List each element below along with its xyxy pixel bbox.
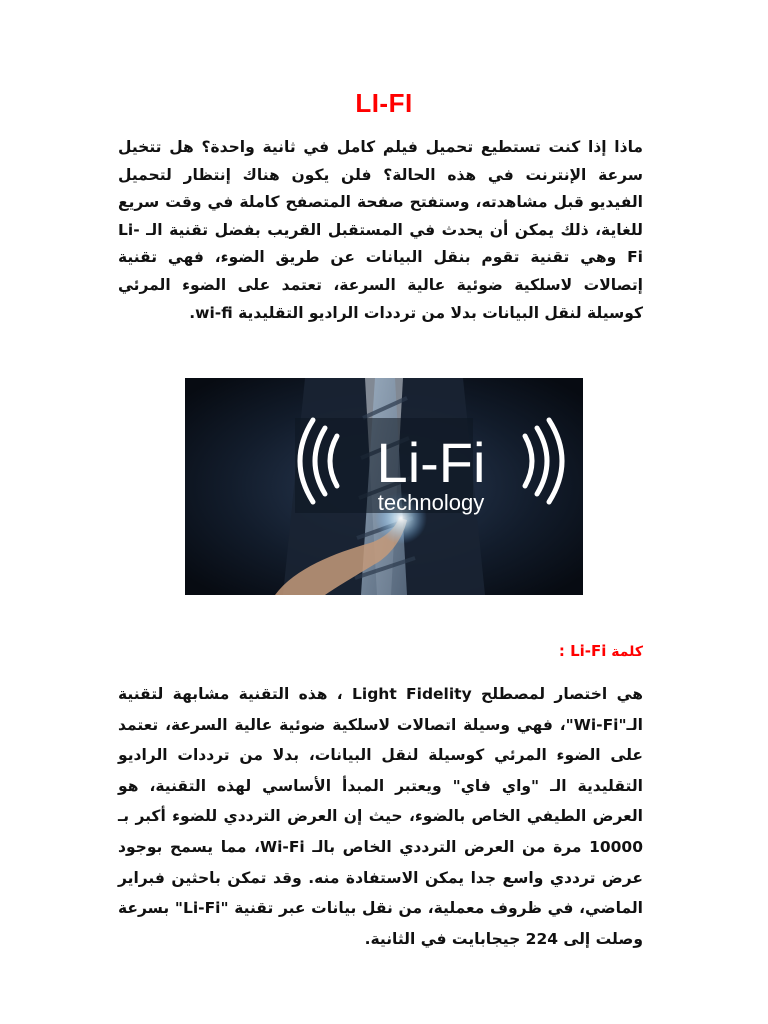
section-heading-term: Li-Fi : [558, 642, 607, 660]
page-title: LI-FI [355, 88, 413, 118]
lifi-technology-image [185, 378, 583, 595]
image-main-text: Li-Fi [376, 431, 486, 494]
intro-paragraph-text: ماذا إذا كنت تستطيع تحميل فيلم كامل في ثانية واحدة؟ هل تتخيل سرعة الإنترنت في هذه الحالة؟ فلن يكون هناك إنتظار لتحميل الفيديو قبل مشاهدته، وستفتح صفحة المتصفح كاملة في وقت سريع للغاية، ذلك يمكن أن يحدث في المستقبل القريب بفضل تقنية الـ Li-Fi وهي تقنية تقوم بنقل البيانات عن طريق الضوء، فهي تقنية إتصالات لاسلكية ضوئية عالية السرعة، تعتمد على الضوء المرئي كوسيلة لنقل البيانات بدلا من ترددات الراديو التقليدية wi-fi. [118, 138, 643, 322]
section-heading-word: كلمة [611, 644, 643, 660]
definition-paragraph [118, 679, 643, 954]
intro-paragraph [118, 134, 643, 327]
image-sub-text: technology [377, 490, 485, 515]
lifi-image-graphic [185, 378, 583, 595]
definition-paragraph-text: هي اختصار لمصطلح Light Fidelity ، هذه التقنية مشابهة لتقنية الـ"Wi-Fi"، فهي وسيلة اتصالات لاسلكية ضوئية عالية السرعة، تعتمد على الضوء المرئي كوسيلة لنقل البيانات، بدلا من ترددات الراديو التقليدية الـ "واي فاي" ويعتبر المبدأ الأساسي لهذه التقنية، هو العرض الطيفي الخاص بالضوء، حيث إن العرض الترددي للضوء أكبر بـ 10000 مرة من العرض الترددي الخاص بالـ Wi-Fi، مما يسمح بوجود عرض ترددي واسع جدا يمكن الاستفادة منه. وقد تمكن باحثين فبراير الماضي، في ظروف معملية، من نقل بيانات عبر تقنية "Li-Fi" بسرعة وصلت إلى 224 جيجابايت في الثانية. [118, 685, 643, 948]
section-heading [559, 642, 643, 660]
